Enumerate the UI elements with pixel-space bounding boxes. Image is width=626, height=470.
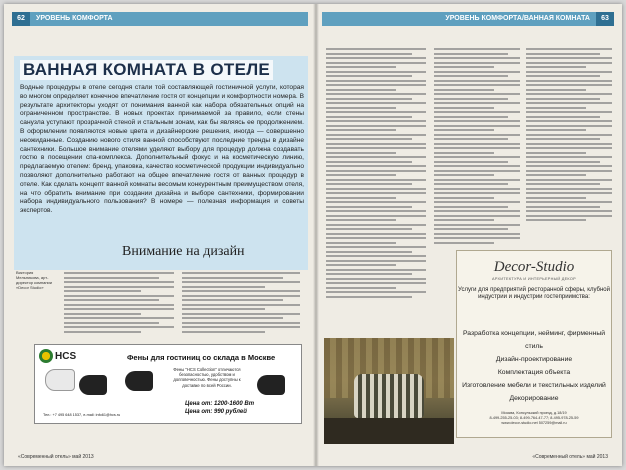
ad-contacts: Тел.: +7 495 648 1537, e-mail: info61@hcs.ru: [43, 413, 121, 417]
interior-photo: [324, 338, 454, 444]
article-subhead: Внимание на дизайн: [122, 244, 245, 259]
left-footer: «Современный отель» май 2013: [18, 454, 94, 460]
address: Москва, Консульский проезд, д.18/19: [501, 411, 567, 415]
right-page-number: 63: [596, 12, 614, 26]
right-page-header: [322, 12, 614, 26]
decor-studio-logo: Decor-Studio: [493, 259, 575, 275]
left-page-number: 62: [12, 12, 30, 26]
left-section-label: УРОВЕНЬ КОМФОРТА: [36, 15, 113, 22]
ad-headline: Фены для гостиниц со склада в Москве: [127, 353, 276, 362]
black-dryer-icon: [79, 375, 107, 395]
left-body-col-2: [182, 272, 300, 335]
services-list: [457, 327, 611, 405]
left-body-col-1: [64, 272, 174, 335]
service-item: Дизайн-проектирование: [495, 356, 573, 363]
website: www.decor-studio.net 507259@mail.ru: [501, 421, 567, 425]
magazine-spread: [4, 4, 622, 466]
ad-body: Фены "HCS Collection" отличаются безопасностью, удобством и долговечностью. Фены доступны к доставке по всей России.: [173, 367, 241, 388]
decor-studio-contacts: [457, 411, 611, 426]
right-section-label: УРОВЕНЬ КОМФОРТА/ВАННАЯ КОМНАТА: [445, 15, 590, 22]
left-page-header: [12, 12, 308, 26]
service-item: Декорирование: [509, 395, 559, 402]
article-lead: Водные процедуры в отеле сегодня стали той составляющей гостиничной услуги, которая во многом определяет конечное впечатление гостя от концепции и комфортности номера. В результате архитекторы уходят от понимания ванной как набора обязательных опций на ограниченном пространстве. В новых проектах принимаемой за правило, если стены санузла уступают прозрачной стеной и стальным зонам, как бы являясь ее продолжением. В оформлении появляются новые цвета и дизайнерские решения, иногда — совершенно неожиданные. Созданию нового стиля ванной способствуют последние тренды в дизайне сантехники. Большое внимание отелями уделяют выбору для процедур должна создавать гостю в посещении спа-комплекса. Дополнительный фокус и на косметическую линию, предлагаемую отелем: бренд, упаковка, качество косметической продукции индивидуально позволяют дополнительно работают на общее впечатление гостя от ванных процедур в отеле. Как сделать концепт ванной комнаты весомым конкурентным преимуществом отеля, на что обратить внимание при создании дизайна и выборе сантехники, формировании набора индивидуального пользования? В номере — полезная информация и советы экспертов.: [20, 84, 304, 215]
black-dryer-icon: [125, 371, 153, 391]
white-dryer-icon: [45, 369, 75, 391]
right-body-col-3: [526, 48, 612, 224]
hcs-brand: HCS: [55, 351, 77, 362]
service-item: Разработка концепции, нейминг, фирменный стиль: [462, 330, 606, 350]
hcs-logo-icon: [39, 349, 53, 363]
author-caption: Виктория Мельникова, арт-директор компании «Decor Studio»: [16, 270, 52, 290]
service-item: Комплектация объекта: [497, 369, 571, 376]
photo-chair: [354, 374, 424, 418]
services-intro: Услуги для предприятий ресторанной сферы, клубной индустрии и индустрии гостеприимства:: [458, 287, 610, 300]
black-dryer-icon: [257, 375, 285, 395]
right-footer: «Современный отель» май 2013: [532, 454, 608, 460]
photo-floor: [324, 418, 454, 444]
right-body-col-2: [434, 48, 520, 246]
decor-studio-ad: [456, 250, 612, 438]
article-title: ВАННАЯ КОМНАТА В ОТЕЛЕ: [20, 60, 273, 80]
right-body-col-1: [326, 48, 426, 300]
ad-price: Цена от: 990 рублей: [185, 409, 247, 415]
hair-dryer-ad: [34, 344, 302, 424]
decor-studio-tagline: АРХИТЕКТУРА И ИНТЕРЬЕРНЫЙ ДЕКОР: [492, 277, 576, 281]
phones: 8-499-255-25-03; 8-499-764-47-77; 8-495-978-25-59: [489, 416, 579, 420]
service-item: Изготовление мебели и текстильных изделий: [462, 382, 606, 389]
ad-price-power: Цена от: 1200-1600 Вт: [185, 401, 255, 407]
page-gutter: [313, 4, 319, 466]
